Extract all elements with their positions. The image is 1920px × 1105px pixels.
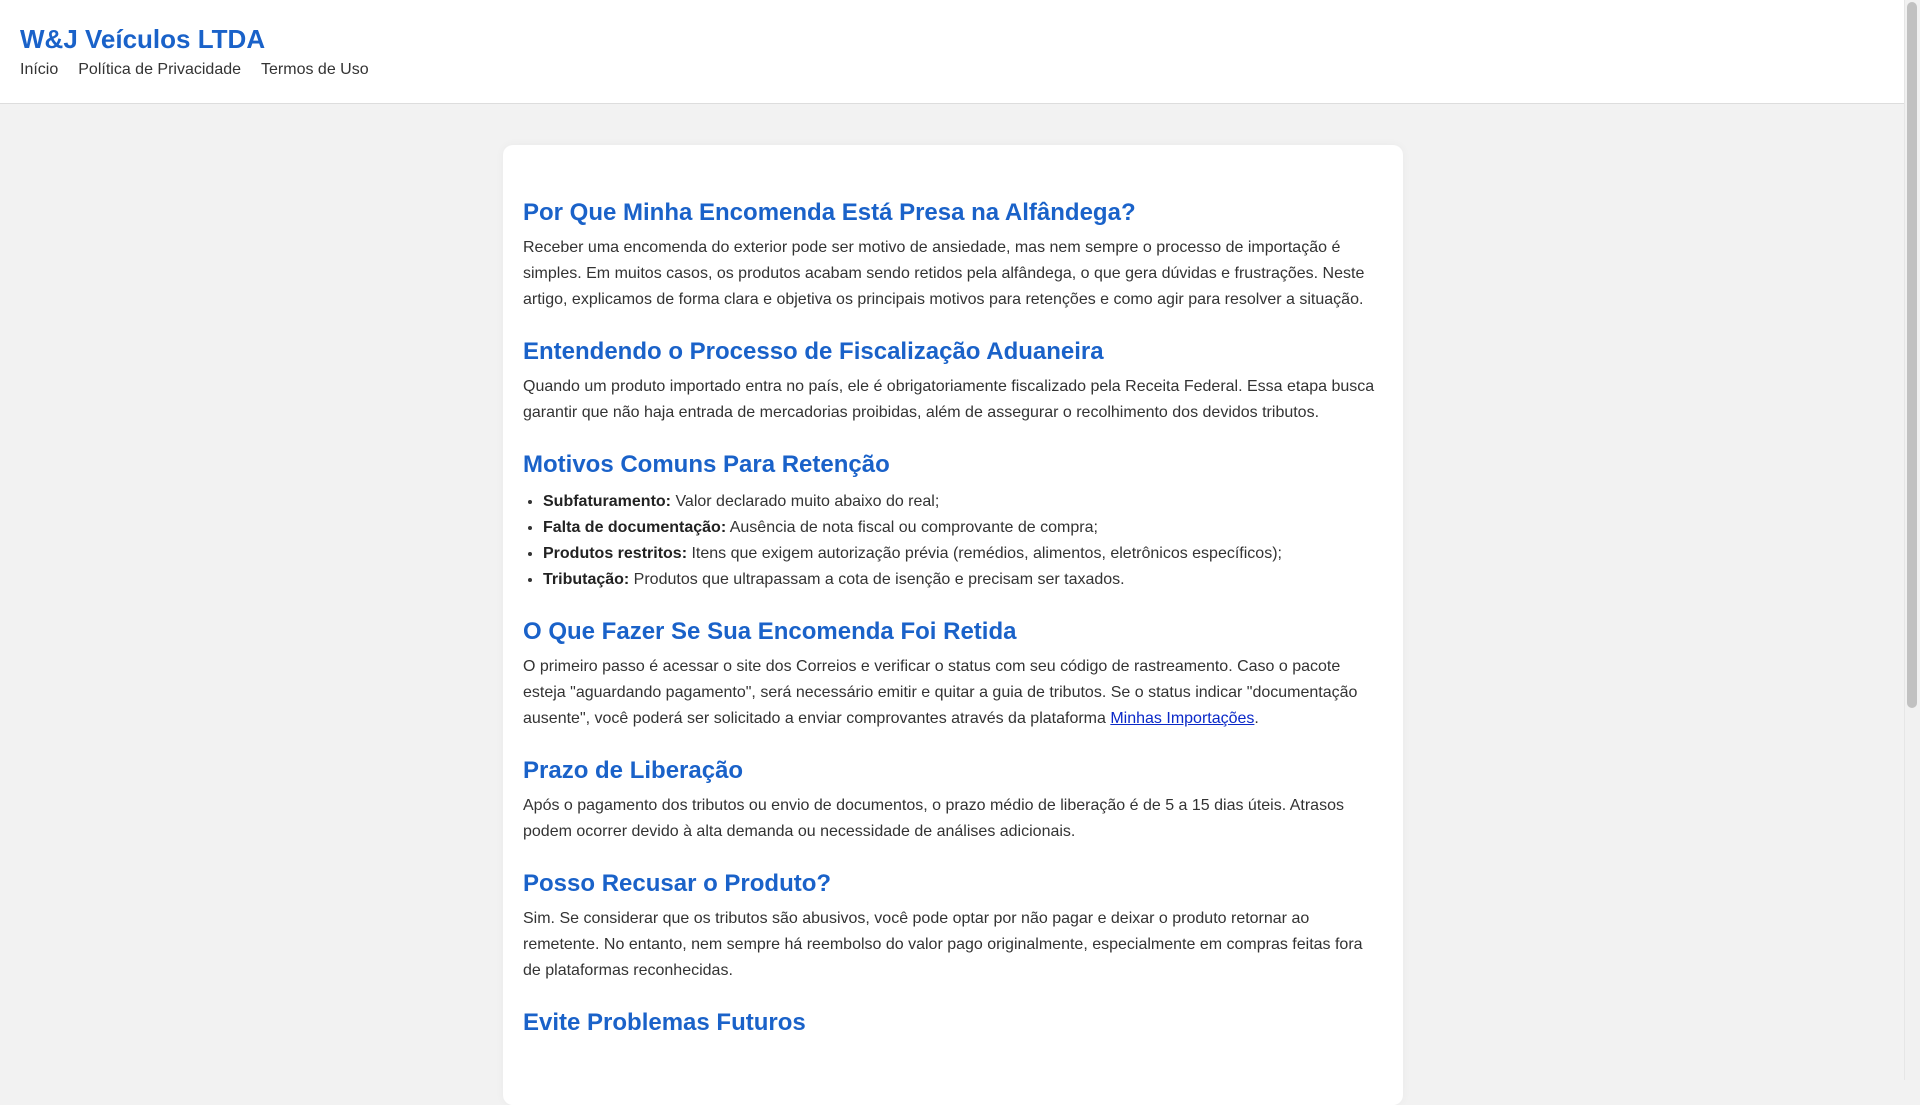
list-item-desc: Valor declarado muito abaixo do real; xyxy=(671,493,940,510)
section-heading: O Que Fazer Se Sua Encomenda Foi Retida xyxy=(523,618,1017,645)
page-scrollbar[interactable] xyxy=(1904,0,1920,1080)
main-nav xyxy=(20,60,369,80)
list-item xyxy=(543,515,1383,541)
paragraph-text: O primeiro passo é acessar o site dos Correios e verificar o status com seu código de rastreamento. Caso o pacote esteja "aguardando pagamento", será necessário emitir e quitar a guia de tributos. Se o status indicar "documentação ausente", você poderá ser solicitado a enviar comprovantes através da plataforma xyxy=(523,658,1358,727)
section-paragraph: Quando um produto importado entra no país, ele é obrigatoriamente fiscalizado pela Receita Federal. Essa etapa busca garantir que não haja entrada de mercadorias proibidas, além de assegurar o recolhimento dos devidos tributos. xyxy=(523,378,1375,421)
site-title[interactable]: W&J Veículos LTDA xyxy=(20,24,266,54)
list-item-desc: Itens que exigem autorização prévia (remédios, alimentos, eletrônicos específicos); xyxy=(687,545,1282,562)
list-item-desc: Ausência de nota fiscal ou comprovante de compra; xyxy=(726,519,1098,536)
list-item-term: Subfaturamento: xyxy=(543,493,671,510)
list-item xyxy=(543,541,1383,567)
section-heading: Entendendo o Processo de Fiscalização Aduaneira xyxy=(523,338,1104,365)
section-paragraph: Receber uma encomenda do exterior pode ser motivo de ansiedade, mas nem sempre o processo de importação é simples. Em muitos casos, os produtos acabam sendo retidos pela alfândega, o que gera dúvidas e frustrações. Neste artigo, explicamos de forma clara e objetiva os principais motivos para retenções e como agir para resolver a situação. xyxy=(523,239,1365,308)
section-paragraph: Após o pagamento dos tributos ou envio de documentos, o prazo médio de liberação é de 5 a 15 dias úteis. Atrasos podem ocorrer devido à alta demanda ou necessidade de análises adicionais. xyxy=(523,797,1344,840)
list-item-term: Tributação: xyxy=(543,571,630,588)
paragraph-text: . xyxy=(1254,710,1259,727)
nav-link-inicio[interactable]: Início xyxy=(20,61,59,78)
section-heading: Motivos Comuns Para Retenção xyxy=(523,451,890,478)
section-heading: Prazo de Liberação xyxy=(523,757,744,784)
nav-link-termos-uso[interactable]: Termos de Uso xyxy=(261,61,369,78)
site-header xyxy=(0,0,1905,104)
section-heading: Por Que Minha Encomenda Está Presa na Alfândega? xyxy=(523,199,1136,226)
retention-reasons-list xyxy=(523,489,1383,593)
section-paragraph xyxy=(523,654,1383,732)
list-item xyxy=(543,567,1383,593)
list-item-term: Produtos restritos: xyxy=(543,545,688,562)
section-paragraph: Sim. Se considerar que os tributos são abusivos, você pode optar por não pagar e deixar o produto retornar ao remetente. No entanto, nem sempre há reembolso do valor pago originalmente, especialmente em compras feitas fora de plataformas reconhecidas. xyxy=(523,910,1363,979)
nav-link-politica-privacidade[interactable]: Política de Privacidade xyxy=(78,61,242,78)
minhas-importacoes-link[interactable]: Minhas Importações xyxy=(1110,710,1255,727)
list-item xyxy=(543,489,1383,515)
article-content xyxy=(523,198,1383,1045)
section-heading: Evite Problemas Futuros xyxy=(523,1009,806,1036)
list-item-term: Falta de documentação: xyxy=(543,519,727,536)
article-card xyxy=(503,145,1403,1105)
scrollbar-thumb[interactable] xyxy=(1907,2,1917,708)
section-heading: Posso Recusar o Produto? xyxy=(523,870,832,897)
list-item-desc: Produtos que ultrapassam a cota de isenção e precisam ser taxados. xyxy=(629,571,1125,588)
